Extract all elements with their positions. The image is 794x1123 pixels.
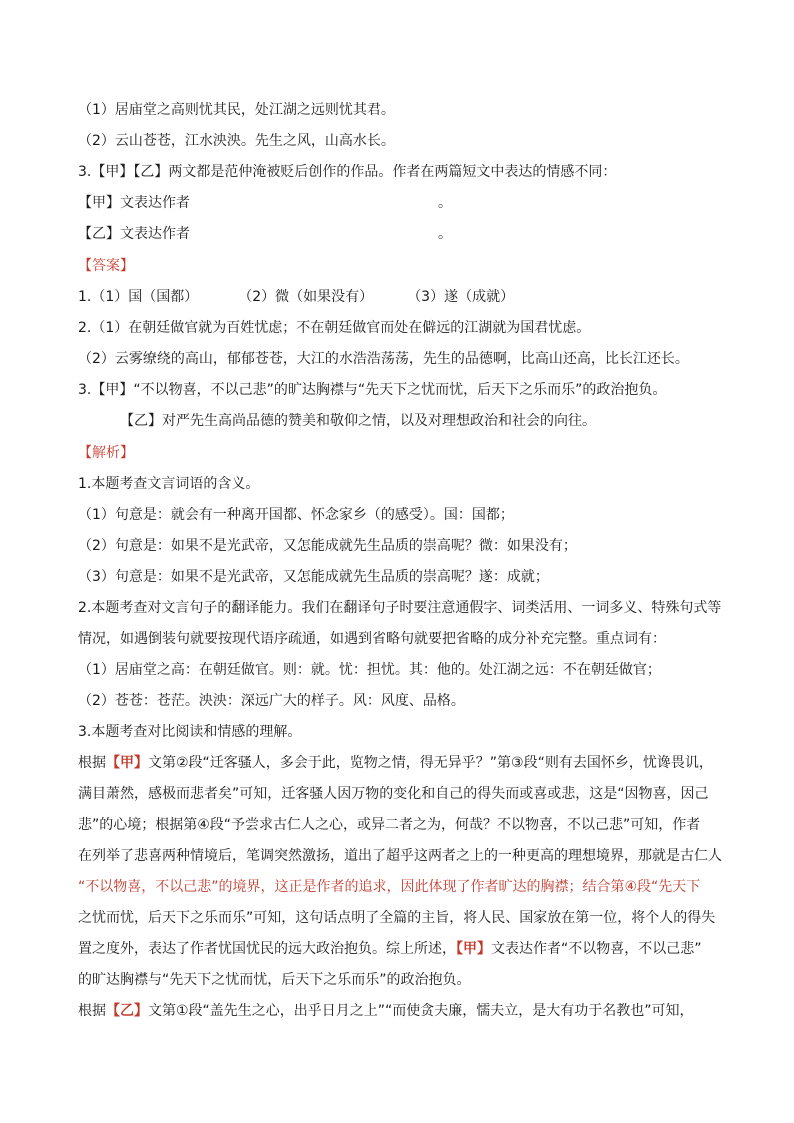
tag-yi: 【乙】: [106, 1003, 148, 1019]
analysis-1-3: （3）句意是：如果不是光武帝，又怎能成就先生品质的崇高呢？遂：成就；: [78, 569, 549, 585]
tag-jia: 【甲】: [106, 755, 148, 771]
body-line-9-pre: 根据: [78, 1003, 106, 1019]
question-line-2: （2）云山苍苍，江水泱泱。先生之风，山高水长。: [78, 133, 395, 149]
answer-2-1: 2.（1）在朝廷做官就为百姓忧虑；不在朝廷做官而处在僻远的江湖就为国君忧虑。: [78, 320, 591, 336]
body-line-7-pre: 置之度外，表达了作者忧国忧民的远大政治抱负。综上所述，: [78, 941, 456, 957]
body-line-1-pre: 根据: [78, 755, 106, 771]
answer-3-1: 3.【甲】“不以物喜，不以己悲”的旷达胸襟与“先天下之忧而忧，后天下之乐而乐”的政治抱负。: [78, 382, 667, 398]
question-3-prompt: 3.【甲】【乙】两文都是范仲淹被贬后创作的作品。作者在两篇短文中表达的情感不同：: [78, 164, 617, 180]
answer-1-part-2: （2）微（如果没有）: [238, 289, 374, 305]
answer-1: [78, 287, 514, 307]
analysis-2-b: 情况，如遇倒装句就要按现代语序疏通，如遇到省略句就要把省略的成分补充完整。重点词有：: [78, 631, 666, 647]
body-line-5: “不以物喜，不以己悲”的境界，这正是作者的追求，因此体现了作者旷达的胸襟；结合第④段“先天下: [78, 879, 701, 895]
analysis-heading: 【解析】: [78, 445, 134, 461]
analysis-2-2: （2）苍苍：苍茫。泱泱：深远广大的样子。风：风度、品格。: [78, 693, 465, 709]
tag-jia-2: 【甲】: [456, 941, 491, 957]
answer-heading: 【答案】: [78, 258, 134, 274]
analysis-2-1: （1）居庙堂之高：在朝廷做官。则：就。忧：担忧。其：他的。处江湖之远：不在朝廷做官；: [78, 662, 661, 678]
body-line-7: [78, 939, 702, 959]
analysis-2-a: 2.本题考查对文言句子的翻译能力。我们在翻译句子时要注意通假字、词类活用、一词多义、特殊句式等: [78, 600, 722, 616]
body-line-4: 在列举了悲喜两种情境后，笔调突然激扬，道出了超乎这两者之上的一种更高的理想境界，那就是古仁人: [78, 848, 722, 864]
body-line-3: 悲”的心境；根据第④段“予尝求古仁人之心，或异二者之为，何哉？不以物喜，不以己悲”可知，作者: [78, 817, 701, 833]
question-line-1: （1）居庙堂之高则忧其民，处江湖之远则忧其君。: [78, 102, 395, 118]
analysis-1: 1.本题考查文言词语的含义。: [78, 476, 260, 492]
analysis-3: 3.本题考查对比阅读和情感的理解。: [78, 724, 302, 740]
blank-line-jia: [78, 193, 452, 213]
blank-line-yi: [78, 224, 452, 244]
answer-1-part-1: 1.（1）国（国都）: [78, 289, 199, 305]
answer-3-2: 【乙】对严先生高尚品德的赞美和敬仰之情，以及对理想政治和社会的向往。: [120, 413, 596, 429]
body-line-9-post: 文第①段“盖先生之心，出乎日月之上”“而使贪夫廉，懦夫立，是大有功于名教也”可知，: [148, 1003, 694, 1019]
body-line-6: 之忧而忧，后天下之乐而乐”可知，这句话点明了全篇的主旨，将人民、国家放在第一位，将个人的得失: [78, 910, 716, 926]
blank-yi-label: 【乙】文表达作者: [78, 226, 190, 242]
blank-yi-end: 。: [438, 226, 452, 242]
answer-2-2: （2）云雾缭绕的高山，郁郁苍苍，大江的水浩浩荡荡，先生的品德啊，比高山还高，比长江还长。: [78, 351, 689, 367]
body-line-2: 满目萧然，感极而悲者矣”可知，迁客骚人因万物的变化和自己的得失而或喜或悲，这是“因物喜，因己: [78, 786, 709, 802]
body-line-9: [78, 1001, 694, 1021]
analysis-1-1: （1）句意是：就会有一种离开国都、怀念家乡（的感受）。国：国都；: [78, 507, 514, 523]
blank-jia-end: 。: [438, 195, 452, 211]
body-line-1-post: 文第②段“迁客骚人，多会于此，览物之情，得无异乎？”第③段“则有去国怀乡，忧谗畏讥，: [148, 755, 713, 771]
body-line-7-post: 文表达作者“不以物喜，不以己悲”: [491, 941, 702, 957]
body-line-1: [78, 753, 713, 773]
body-line-8: 的旷达胸襟与“先天下之忧而忧，后天下之乐而乐”的政治抱负。: [78, 972, 471, 988]
analysis-1-2: （2）句意是：如果不是光武帝，又怎能成就先生品质的崇高呢？微：如果没有；: [78, 538, 577, 554]
blank-jia-label: 【甲】文表达作者: [78, 195, 190, 211]
answer-1-part-3: （3）遂（成就）: [407, 289, 515, 305]
